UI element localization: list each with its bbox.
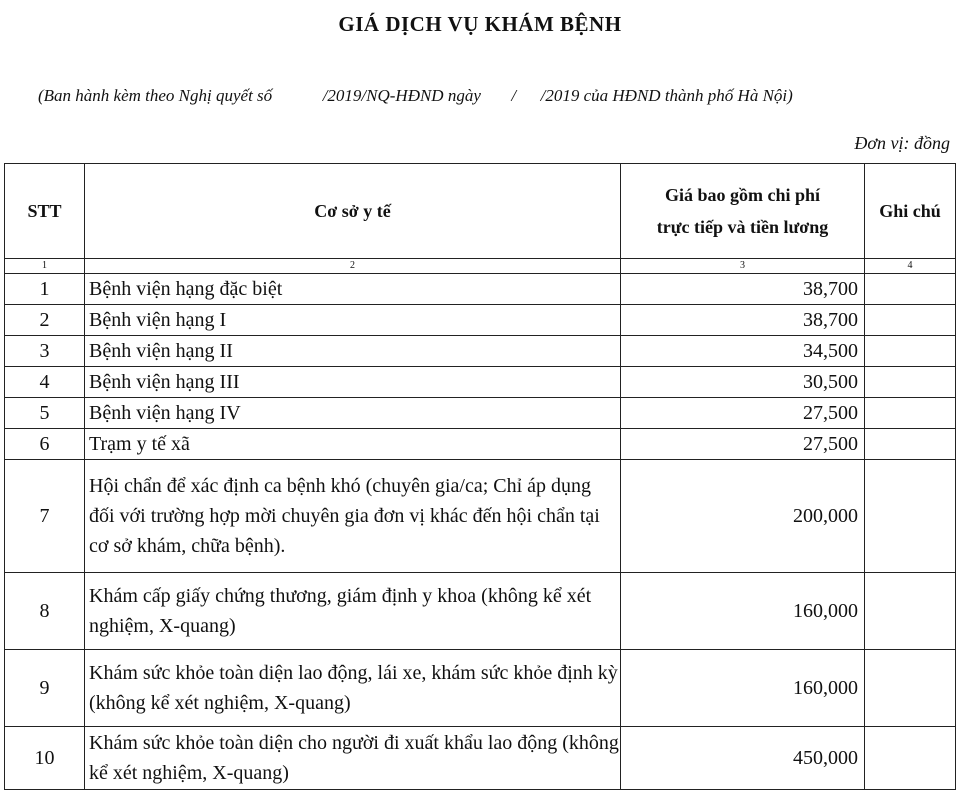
row-stt: 3 <box>5 336 85 367</box>
row-facility: Hội chẩn để xác định ca bệnh khó (chuyên gia/ca; Chỉ áp dụng đối với trường hợp mời chuyên gia đơn vị khác đến hội chẩn tại cơ sở khám, chữa bệnh). <box>85 460 621 573</box>
row-note <box>865 650 956 727</box>
subtitle-part-1: (Ban hành kèm theo Nghị quyết số <box>38 86 273 105</box>
row-stt: 7 <box>5 460 85 573</box>
row-note <box>865 429 956 460</box>
header-price-line-2: trực tiếp và tiền lương <box>656 217 829 237</box>
row-stt: 9 <box>5 650 85 727</box>
row-price: 160,000 <box>621 650 865 727</box>
row-stt: 5 <box>5 398 85 429</box>
header-note: Ghi chú <box>865 164 956 259</box>
row-facility: Khám sức khỏe toàn diện cho người đi xuất khẩu lao động (không kể xét nghiệm, X-quang) <box>85 727 621 790</box>
row-facility: Bệnh viện hạng I <box>85 305 621 336</box>
row-facility: Khám sức khỏe toàn diện lao động, lái xe, khám sức khỏe định kỳ (không kể xét nghiệm, X-quang) <box>85 650 621 727</box>
header-stt: STT <box>5 164 85 259</box>
row-price: 38,700 <box>621 305 865 336</box>
row-stt: 8 <box>5 573 85 650</box>
table-row <box>5 429 956 460</box>
table-row <box>5 573 956 650</box>
header-price <box>621 164 865 259</box>
row-note <box>865 460 956 573</box>
column-number: 3 <box>621 259 865 274</box>
row-price: 27,500 <box>621 429 865 460</box>
price-table <box>4 163 956 790</box>
header-price-line-1: Giá bao gồm chi phí <box>664 185 821 205</box>
table-row <box>5 305 956 336</box>
row-price: 200,000 <box>621 460 865 573</box>
table-row <box>5 650 956 727</box>
column-number: 2 <box>85 259 621 274</box>
row-price: 30,500 <box>621 367 865 398</box>
column-number: 4 <box>865 259 956 274</box>
table-row <box>5 367 956 398</box>
row-facility: Bệnh viện hạng III <box>85 367 621 398</box>
row-price: 450,000 <box>621 727 865 790</box>
subtitle-part-4: /2019 của HĐND thành phố Hà Nội) <box>540 86 793 105</box>
row-note <box>865 336 956 367</box>
subtitle-part-2: /2019/NQ-HĐND ngày <box>322 86 481 105</box>
row-facility: Bệnh viện hạng IV <box>85 398 621 429</box>
row-stt: 6 <box>5 429 85 460</box>
row-note <box>865 727 956 790</box>
row-note <box>865 573 956 650</box>
row-note <box>865 398 956 429</box>
row-price: 160,000 <box>621 573 865 650</box>
row-facility: Khám cấp giấy chứng thương, giám định y khoa (không kể xét nghiệm, X-quang) <box>85 573 621 650</box>
row-price: 34,500 <box>621 336 865 367</box>
table-row <box>5 727 956 790</box>
table-row <box>5 460 956 573</box>
row-note <box>865 274 956 305</box>
row-facility: Trạm y tế xã <box>85 429 621 460</box>
header-facility: Cơ sở y tế <box>85 164 621 259</box>
table-row <box>5 274 956 305</box>
row-price: 38,700 <box>621 274 865 305</box>
row-stt: 4 <box>5 367 85 398</box>
row-facility: Bệnh viện hạng II <box>85 336 621 367</box>
header-row <box>5 164 956 259</box>
row-stt: 10 <box>5 727 85 790</box>
row-note <box>865 367 956 398</box>
subtitle-part-3: / <box>511 86 517 105</box>
row-facility: Bệnh viện hạng đặc biệt <box>85 274 621 305</box>
unit-label: Đơn vị: đồng <box>854 133 950 153</box>
table-row <box>5 398 956 429</box>
row-note <box>865 305 956 336</box>
table-row <box>5 336 956 367</box>
column-number: 1 <box>5 259 85 274</box>
row-stt: 1 <box>5 274 85 305</box>
document-title: GIÁ DỊCH VỤ KHÁM BỆNH <box>338 12 622 36</box>
row-stt: 2 <box>5 305 85 336</box>
row-price: 27,500 <box>621 398 865 429</box>
document-subtitle <box>38 86 793 106</box>
column-number-row <box>5 259 956 274</box>
